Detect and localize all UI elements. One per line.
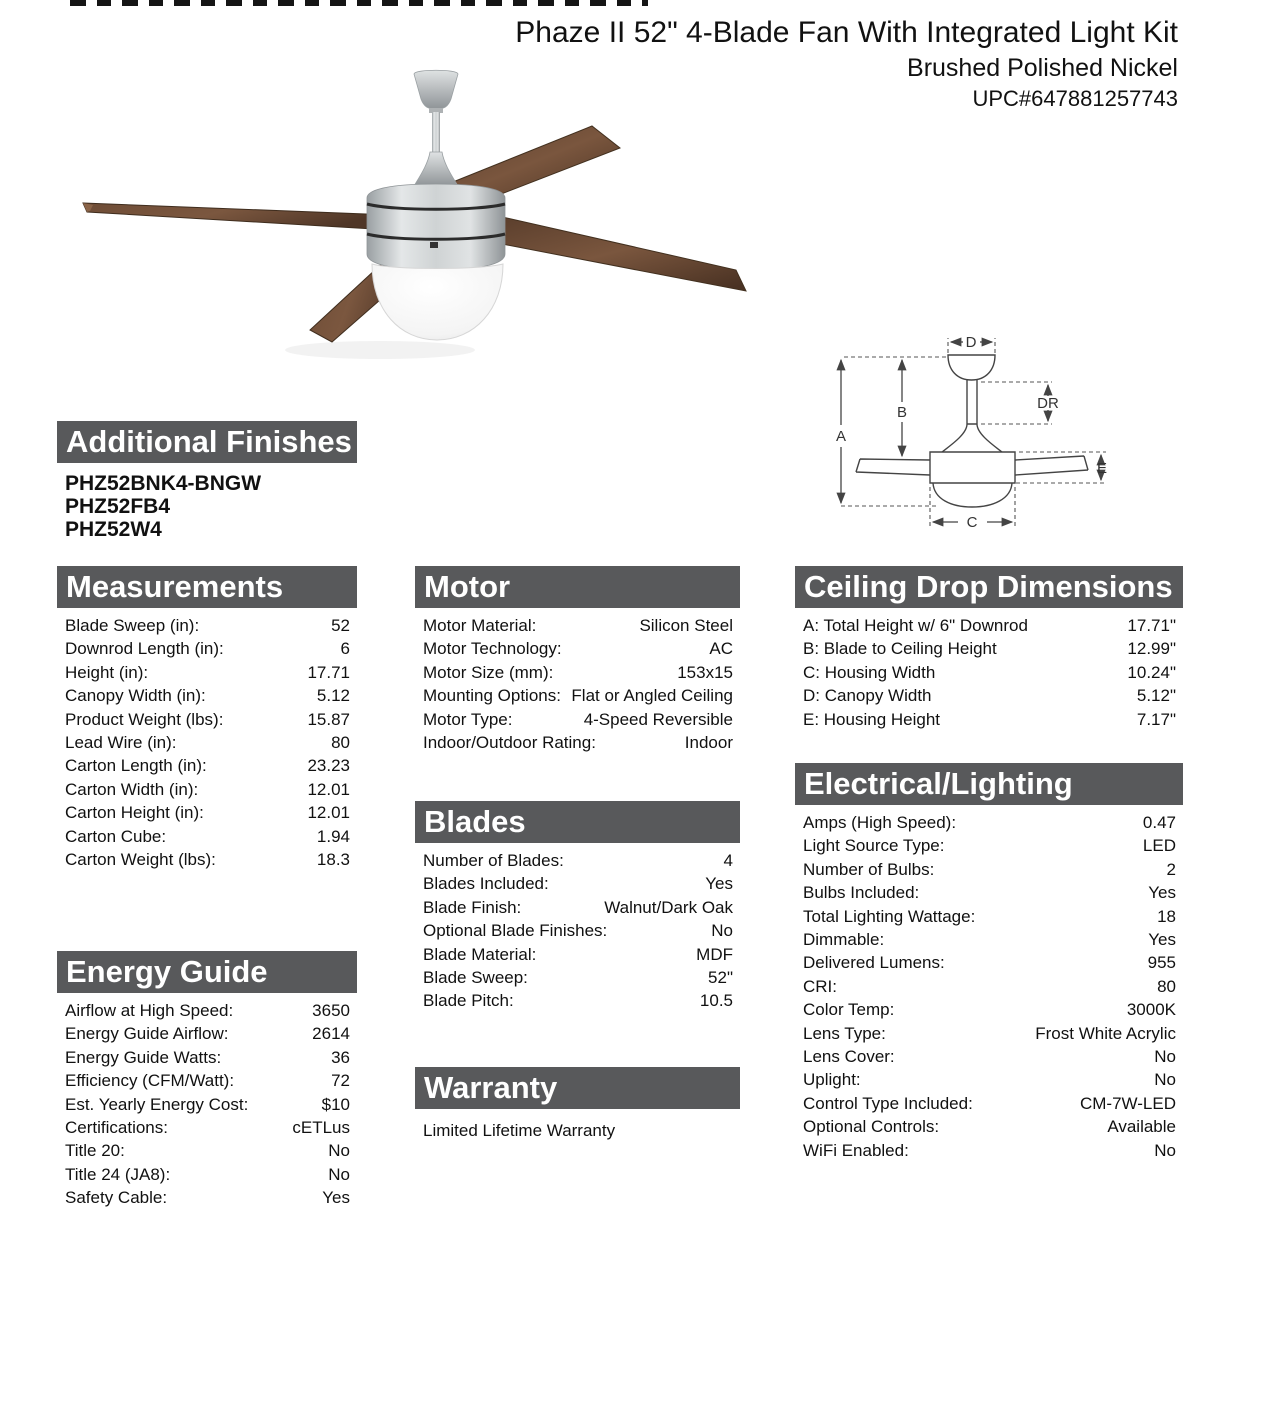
spec-label: Color Temp: — [803, 1000, 895, 1020]
spec-value: 80 — [331, 733, 350, 753]
spec-label: Blades Included: — [423, 874, 549, 894]
spec-label: WiFi Enabled: — [803, 1140, 909, 1160]
spec-label: Product Weight (lbs): — [65, 709, 224, 729]
spec-value: 4-Speed Reversible — [583, 709, 733, 729]
fan-motor-housing — [367, 184, 505, 270]
spec-row — [795, 858, 1183, 881]
spec-row — [415, 614, 740, 637]
spec-value: 5.12" — [1136, 686, 1176, 706]
spec-label: Energy Guide Watts: — [65, 1047, 222, 1067]
spec-value: 80 — [1157, 976, 1176, 996]
spec-value: 17.71" — [1127, 616, 1176, 635]
spec-value: 23.23 — [307, 756, 350, 776]
spec-value: Available — [1107, 1117, 1176, 1137]
spec-row — [57, 825, 357, 848]
section-header-warranty: Warranty — [415, 1067, 740, 1109]
section-header-electrical-lighting: Electrical/Lighting — [795, 763, 1183, 805]
section-additional-finishes — [57, 421, 357, 541]
spec-value: 3000K — [1126, 1000, 1176, 1020]
spec-label: Certifications: — [65, 1118, 168, 1138]
spec-value: 6 — [340, 639, 350, 659]
fan-downrod — [432, 112, 440, 152]
spec-value: $10 — [321, 1094, 350, 1114]
spec-label: Est. Yearly Energy Cost: — [65, 1094, 249, 1114]
fan-cone — [414, 152, 458, 186]
section-blades — [415, 801, 740, 1013]
spec-value: Yes — [1148, 883, 1176, 903]
spec-label: Canopy Width (in): — [65, 686, 206, 706]
spec-row — [57, 801, 357, 824]
spec-value: AC — [709, 639, 733, 659]
spec-row — [57, 754, 357, 777]
spec-label: Height (in): — [65, 662, 149, 682]
energy-guide-table — [57, 999, 357, 1210]
spec-label: Bulbs Included: — [803, 883, 920, 903]
spec-row — [57, 1116, 357, 1139]
spec-label: Amps (High Speed): — [803, 813, 957, 832]
spec-label: Delivered Lumens: — [803, 953, 945, 973]
spec-label: Carton Cube: — [65, 826, 167, 846]
diagram-label-d: D — [965, 334, 977, 351]
ceiling-drop-table — [795, 614, 1183, 731]
section-energy-guide — [57, 951, 357, 1210]
spec-label: Carton Height (in): — [65, 803, 204, 823]
spec-row — [57, 1093, 357, 1116]
fan-light-dome — [372, 264, 503, 340]
spec-value: Silicon Steel — [639, 616, 733, 635]
spec-row — [415, 943, 740, 966]
spec-value: 15.87 — [307, 709, 350, 729]
spec-row — [795, 905, 1183, 928]
spec-row — [57, 1139, 357, 1162]
spec-label: Number of Blades: — [423, 851, 564, 870]
spec-row — [57, 708, 357, 731]
spec-label: Carton Weight (lbs): — [65, 850, 216, 870]
spec-value: 5.12 — [316, 686, 350, 706]
spec-row — [415, 966, 740, 989]
spec-label: Optional Blade Finishes: — [423, 921, 608, 941]
section-ceiling-drop-dimensions — [795, 566, 1183, 731]
spec-value: 72 — [331, 1071, 350, 1091]
spec-value: No — [328, 1141, 350, 1161]
spec-value: No — [1154, 1140, 1176, 1160]
spec-label: Motor Size (mm): — [423, 662, 554, 682]
spec-label: Blade Pitch: — [423, 991, 514, 1011]
spec-label: Energy Guide Airflow: — [65, 1024, 229, 1044]
fan-canopy — [414, 70, 458, 109]
spec-value: No — [1154, 1070, 1176, 1090]
spec-value: 3650 — [312, 1001, 350, 1020]
spec-row — [57, 637, 357, 660]
spec-label: Total Lighting Wattage: — [803, 906, 976, 926]
spec-value: 12.99" — [1127, 639, 1176, 659]
spec-value: 12.01 — [307, 803, 350, 823]
spec-row — [795, 1139, 1183, 1162]
spec-value: Frost White Acrylic — [1035, 1023, 1176, 1043]
diagram-label-dr: DR — [1037, 395, 1059, 412]
spec-label: Downrod Length (in): — [65, 639, 224, 659]
spec-label: Airflow at High Speed: — [65, 1001, 234, 1020]
spec-label: Efficiency (CFM/Watt): — [65, 1071, 235, 1091]
spec-label: D: Canopy Width — [803, 686, 932, 706]
diagram-label-c: C — [966, 514, 978, 531]
dimension-diagram — [820, 325, 1160, 545]
spec-row — [57, 848, 357, 871]
diagram-label-b: B — [896, 404, 908, 421]
spec-label: B: Blade to Ceiling Height — [803, 639, 997, 659]
spec-row — [415, 919, 740, 942]
spec-row — [795, 1115, 1183, 1138]
spec-value: Walnut/Dark Oak — [604, 897, 733, 917]
spec-row — [795, 1022, 1183, 1045]
spec-value: Yes — [1148, 930, 1176, 950]
clipped-logo-strip — [70, 0, 648, 6]
spec-label: Blade Sweep (in): — [65, 616, 200, 635]
section-header-ceiling-drop: Ceiling Drop Dimensions — [795, 566, 1183, 608]
spec-row — [795, 881, 1183, 904]
product-upc: UPC#647881257743 — [972, 86, 1178, 111]
blades-table — [415, 849, 740, 1013]
spec-row — [795, 1068, 1183, 1091]
spec-row — [57, 999, 357, 1022]
spec-value: 10.5 — [699, 991, 733, 1011]
spec-value: MDF — [696, 944, 733, 964]
finish-item: PHZ52W4 — [65, 518, 162, 541]
fan-blade-left — [83, 203, 390, 230]
spec-value: 17.71 — [307, 662, 350, 682]
spec-row — [795, 1045, 1183, 1068]
diagram-label-a: A — [835, 428, 847, 445]
spec-label: Lead Wire (in): — [65, 733, 177, 753]
finish-item: PHZ52FB4 — [65, 495, 171, 518]
spec-value: Indoor — [684, 733, 733, 753]
spec-value: Yes — [322, 1188, 350, 1208]
spec-label: Motor Material: — [423, 616, 537, 635]
spec-value: CM-7W-LED — [1079, 1093, 1176, 1113]
spec-label: Number of Bulbs: — [803, 859, 935, 879]
spec-label: Carton Length (in): — [65, 756, 207, 776]
product-photo-ceiling-fan — [60, 58, 760, 368]
spec-value: No — [328, 1164, 350, 1184]
spec-label: Safety Cable: — [65, 1188, 168, 1208]
spec-row — [795, 998, 1183, 1021]
spec-value: 1.94 — [316, 826, 350, 846]
spec-value: 10.24" — [1127, 662, 1176, 682]
spec-row — [57, 661, 357, 684]
spec-value: 18.3 — [316, 850, 350, 870]
spec-row — [415, 849, 740, 872]
spec-row — [795, 708, 1183, 731]
spec-value: Flat or Angled Ceiling — [571, 686, 733, 706]
spec-label: Lens Cover: — [803, 1047, 895, 1067]
spec-row — [795, 834, 1183, 857]
spec-label: C: Housing Width — [803, 662, 936, 682]
spec-label: Motor Technology: — [423, 639, 562, 659]
spec-row — [795, 661, 1183, 684]
spec-label: Uplight: — [803, 1070, 861, 1090]
spec-label: Lens Type: — [803, 1023, 886, 1043]
spec-row — [57, 778, 357, 801]
section-header-additional-finishes: Additional Finishes — [57, 421, 357, 463]
spec-value: 12.01 — [307, 779, 350, 799]
spec-label: Title 20: — [65, 1141, 125, 1161]
page-title: Phaze II 52" 4-Blade Fan With Integrated Light Kit — [515, 16, 1178, 49]
section-header-motor: Motor — [415, 566, 740, 608]
section-measurements — [57, 566, 357, 871]
spec-value: 4 — [723, 851, 733, 870]
spec-label: CRI: — [803, 976, 837, 996]
spec-label: Optional Controls: — [803, 1117, 940, 1137]
spec-row — [57, 1069, 357, 1092]
spec-row — [795, 811, 1183, 834]
spec-value: cETLus — [292, 1118, 350, 1138]
spec-value: LED — [1142, 836, 1176, 856]
motor-table — [415, 614, 740, 754]
section-header-measurements: Measurements — [57, 566, 357, 608]
spec-value: 36 — [331, 1047, 350, 1067]
spec-value: 2614 — [312, 1024, 350, 1044]
spec-row — [57, 684, 357, 707]
additional-finishes-list — [57, 472, 357, 541]
spec-row — [57, 1163, 357, 1186]
spec-row — [415, 708, 740, 731]
spec-row — [795, 1092, 1183, 1115]
spec-label: Carton Width (in): — [65, 779, 199, 799]
electrical-lighting-table — [795, 811, 1183, 1162]
spec-row — [415, 989, 740, 1012]
section-header-energy-guide: Energy Guide — [57, 951, 357, 993]
spec-row — [415, 637, 740, 660]
spec-row — [795, 637, 1183, 660]
spec-value: 52" — [708, 968, 733, 988]
spec-row — [795, 928, 1183, 951]
spec-label: E: Housing Height — [803, 709, 941, 729]
spec-row — [57, 1022, 357, 1045]
section-warranty — [415, 1067, 740, 1142]
spec-row — [795, 951, 1183, 974]
spec-value: 153x15 — [677, 662, 733, 682]
photo-shadow — [285, 341, 475, 359]
spec-label: Light Source Type: — [803, 836, 945, 856]
spec-row — [415, 872, 740, 895]
diagram-label-e: E — [1096, 460, 1108, 477]
spec-label: Dimmable: — [803, 930, 885, 950]
spec-label: Mounting Options: — [423, 686, 561, 706]
spec-row — [415, 684, 740, 707]
spec-label: A: Total Height w/ 6" Downrod — [803, 616, 1028, 635]
finish-item: PHZ52BNK4-BNGW — [65, 472, 262, 495]
spec-row — [795, 684, 1183, 707]
spec-value: 0.47 — [1142, 813, 1176, 832]
spec-row — [57, 614, 357, 637]
section-motor — [415, 566, 740, 754]
spec-label: Blade Sweep: — [423, 968, 528, 988]
spec-row — [795, 614, 1183, 637]
spec-value: 7.17" — [1136, 709, 1176, 729]
fan-blade-right — [498, 216, 746, 291]
spec-row — [57, 731, 357, 754]
section-electrical-lighting — [795, 763, 1183, 1162]
spec-value: 955 — [1147, 953, 1176, 973]
spec-label: Title 24 (JA8): — [65, 1164, 171, 1184]
spec-value: 18 — [1157, 906, 1176, 926]
spec-label: Control Type Included: — [803, 1093, 973, 1113]
spec-row — [57, 1046, 357, 1069]
spec-row — [415, 896, 740, 919]
section-header-blades: Blades — [415, 801, 740, 843]
warranty-text: Limited Lifetime Warranty — [423, 1121, 616, 1140]
spec-row — [795, 975, 1183, 998]
product-finish: Brushed Polished Nickel — [907, 54, 1178, 82]
spec-label: Indoor/Outdoor Rating: — [423, 733, 596, 753]
spec-value: No — [1154, 1047, 1176, 1067]
spec-label: Blade Finish: — [423, 897, 522, 917]
spec-value: 2 — [1166, 859, 1176, 879]
spec-row — [57, 1186, 357, 1209]
spec-label: Motor Type: — [423, 709, 513, 729]
spec-value: 52 — [331, 616, 350, 635]
spec-row — [415, 661, 740, 684]
spec-value: No — [711, 921, 733, 941]
spec-label: Blade Material: — [423, 944, 537, 964]
spec-value: Yes — [705, 874, 733, 894]
spec-row — [415, 731, 740, 754]
measurements-table — [57, 614, 357, 871]
